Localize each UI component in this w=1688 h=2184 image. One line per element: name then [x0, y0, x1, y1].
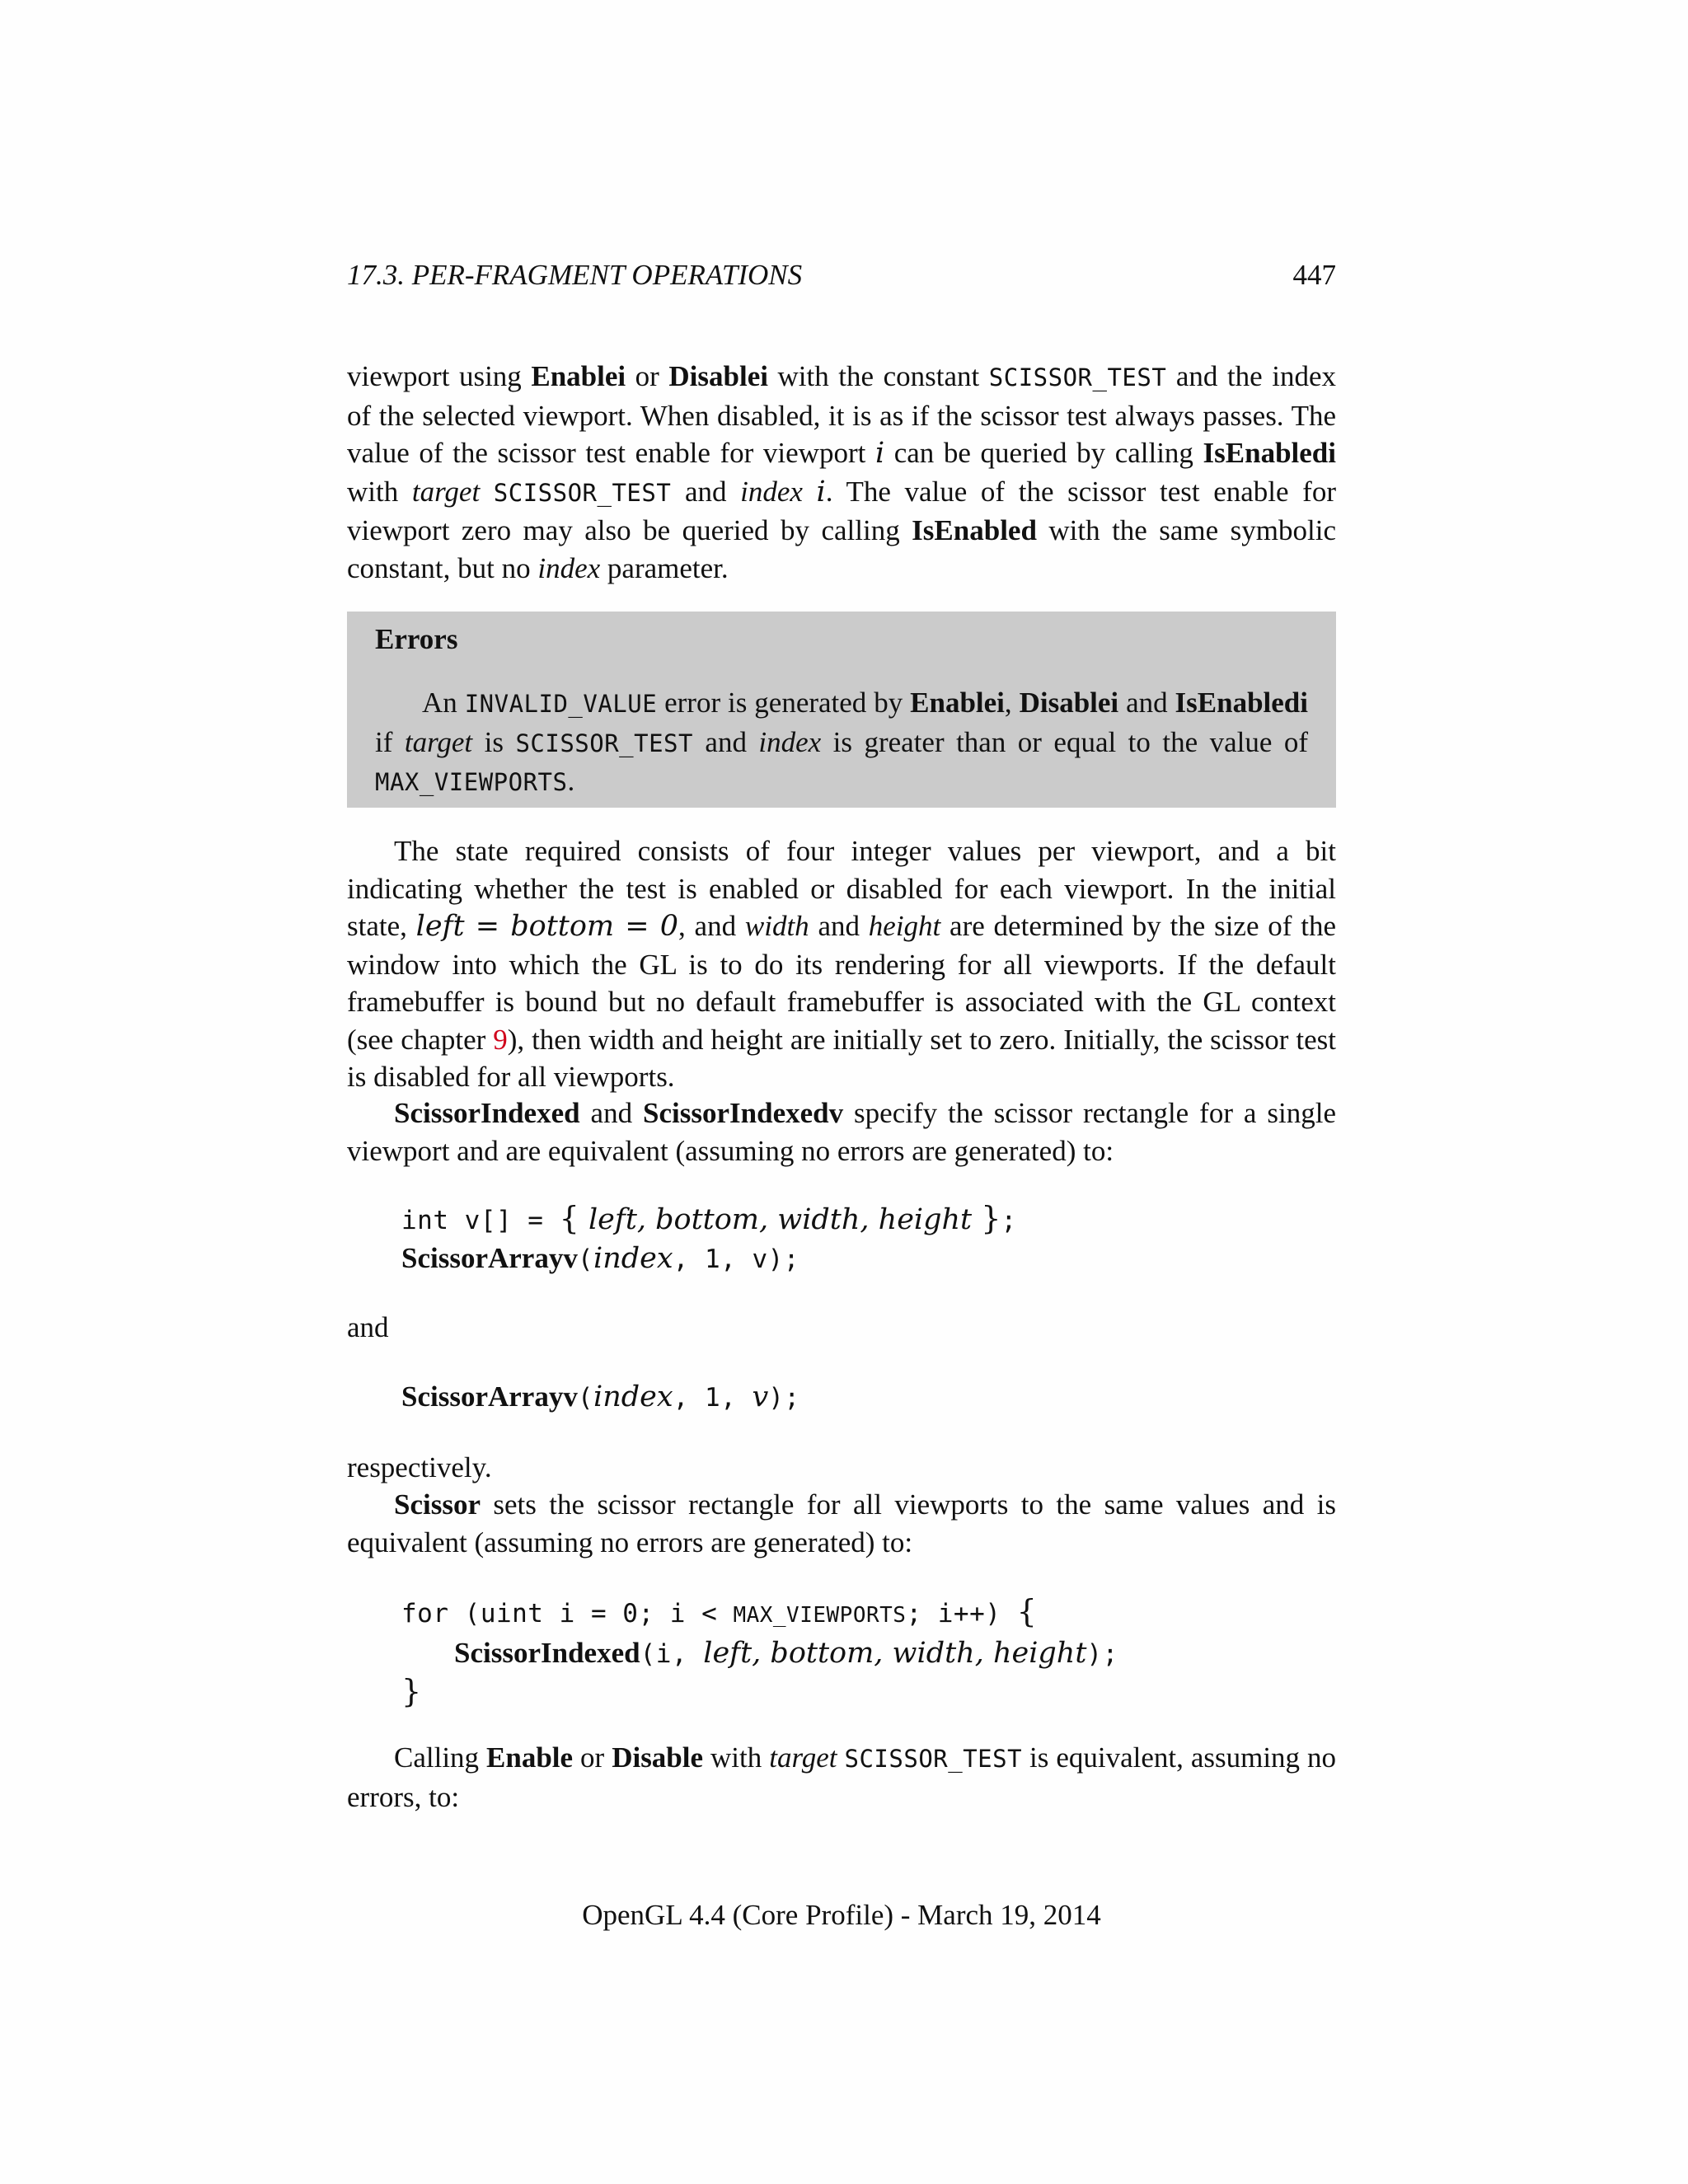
- code-line: int v[] = { left, bottom, width, height };: [401, 1200, 1017, 1236]
- respectively-text: respectively.: [347, 1451, 492, 1483]
- func-isenabledi: IsEnabledi: [1203, 437, 1336, 469]
- paragraph-scissor-indexed: ScissorIndexed and ScissorIndexedv specify the scissor rectangle for a single viewport and are equivalent (assuming no errors are generated) to:: [347, 1097, 1336, 1167]
- paragraph-scissor: Scissor sets the scissor rectangle for all viewports to the same values and is equivalent (assuming no errors are generated) to:: [347, 1488, 1336, 1558]
- chapter-link[interactable]: 9: [493, 1023, 508, 1056]
- errors-title: Errors: [375, 623, 458, 655]
- func-enablei: Enablei: [531, 360, 626, 392]
- paragraph-state-required: The state required consists of four integer values per viewport, and a bit indicating whether the test is enabled or disabled for each viewport. In the initial state, left = bottom = 0, and width and height are determined by the size of the window into which the GL is to do its rendering for all viewports. If the default framebuffer is bound but no default framebuffer is associated with the GL context (see chapter 9), then width and height are initially set to zero. Initially, the scissor test is disabled for all viewports.: [347, 835, 1336, 1093]
- paragraph-enable-disable: Calling Enable or Disable with target SCISSOR_TEST is equivalent, assuming no errors, to:: [347, 1741, 1337, 1813]
- running-header: [347, 259, 1336, 300]
- func-disablei: Disablei: [668, 360, 768, 392]
- code-block-indexedv: [401, 1378, 800, 1417]
- equation-left-bottom: left = bottom = 0: [415, 910, 679, 943]
- code-block-indexed: [401, 1200, 1017, 1278]
- code-line: for (uint i = 0; i < MAX_VIEWPORTS; i++) {: [401, 1593, 1037, 1629]
- and-text: and: [347, 1311, 389, 1343]
- code-block-loop: [401, 1593, 1118, 1711]
- code-line: ScissorArrayv(index, 1, v);: [401, 1380, 800, 1413]
- paragraph-scissor-enable: viewport using Enablei or Disablei with the constant SCISSOR_TEST and the index of the selected viewport. When disabled, it is as if the scissor test always passes. The value of the scissor test enable for viewport i can be queried by calling IsEnabledi with target SCISSOR_TEST and index i. The value of the scissor test enable for viewport zero may also be queried by calling IsEnabled with the same symbolic constant, but no index parameter.: [347, 360, 1337, 584]
- page-number: 447: [1292, 259, 1336, 291]
- func-isenabled: IsEnabled: [912, 514, 1037, 546]
- page-footer: OpenGL 4.4 (Core Profile) - March 19, 2014: [582, 1899, 1101, 1931]
- section-title: 17.3. PER-FRAGMENT OPERATIONS: [347, 259, 803, 291]
- document-page: [347, 0, 1336, 2184]
- errors-text: An INVALID_VALUE error is generated by Enablei, Disablei and IsEnabledi if target is SCISSOR_TEST and index is greater than or equal to the value of MAX_VIEWPORTS.: [375, 687, 1308, 797]
- constant-scissor-test: SCISSOR_TEST: [988, 363, 1167, 391]
- code-line: ScissorIndexed(i, left, bottom, width, height);: [454, 1637, 1118, 1670]
- errors-box: [347, 612, 1336, 808]
- code-line: ScissorArrayv(index, 1, v);: [401, 1242, 799, 1275]
- code-line: }: [401, 1673, 422, 1709]
